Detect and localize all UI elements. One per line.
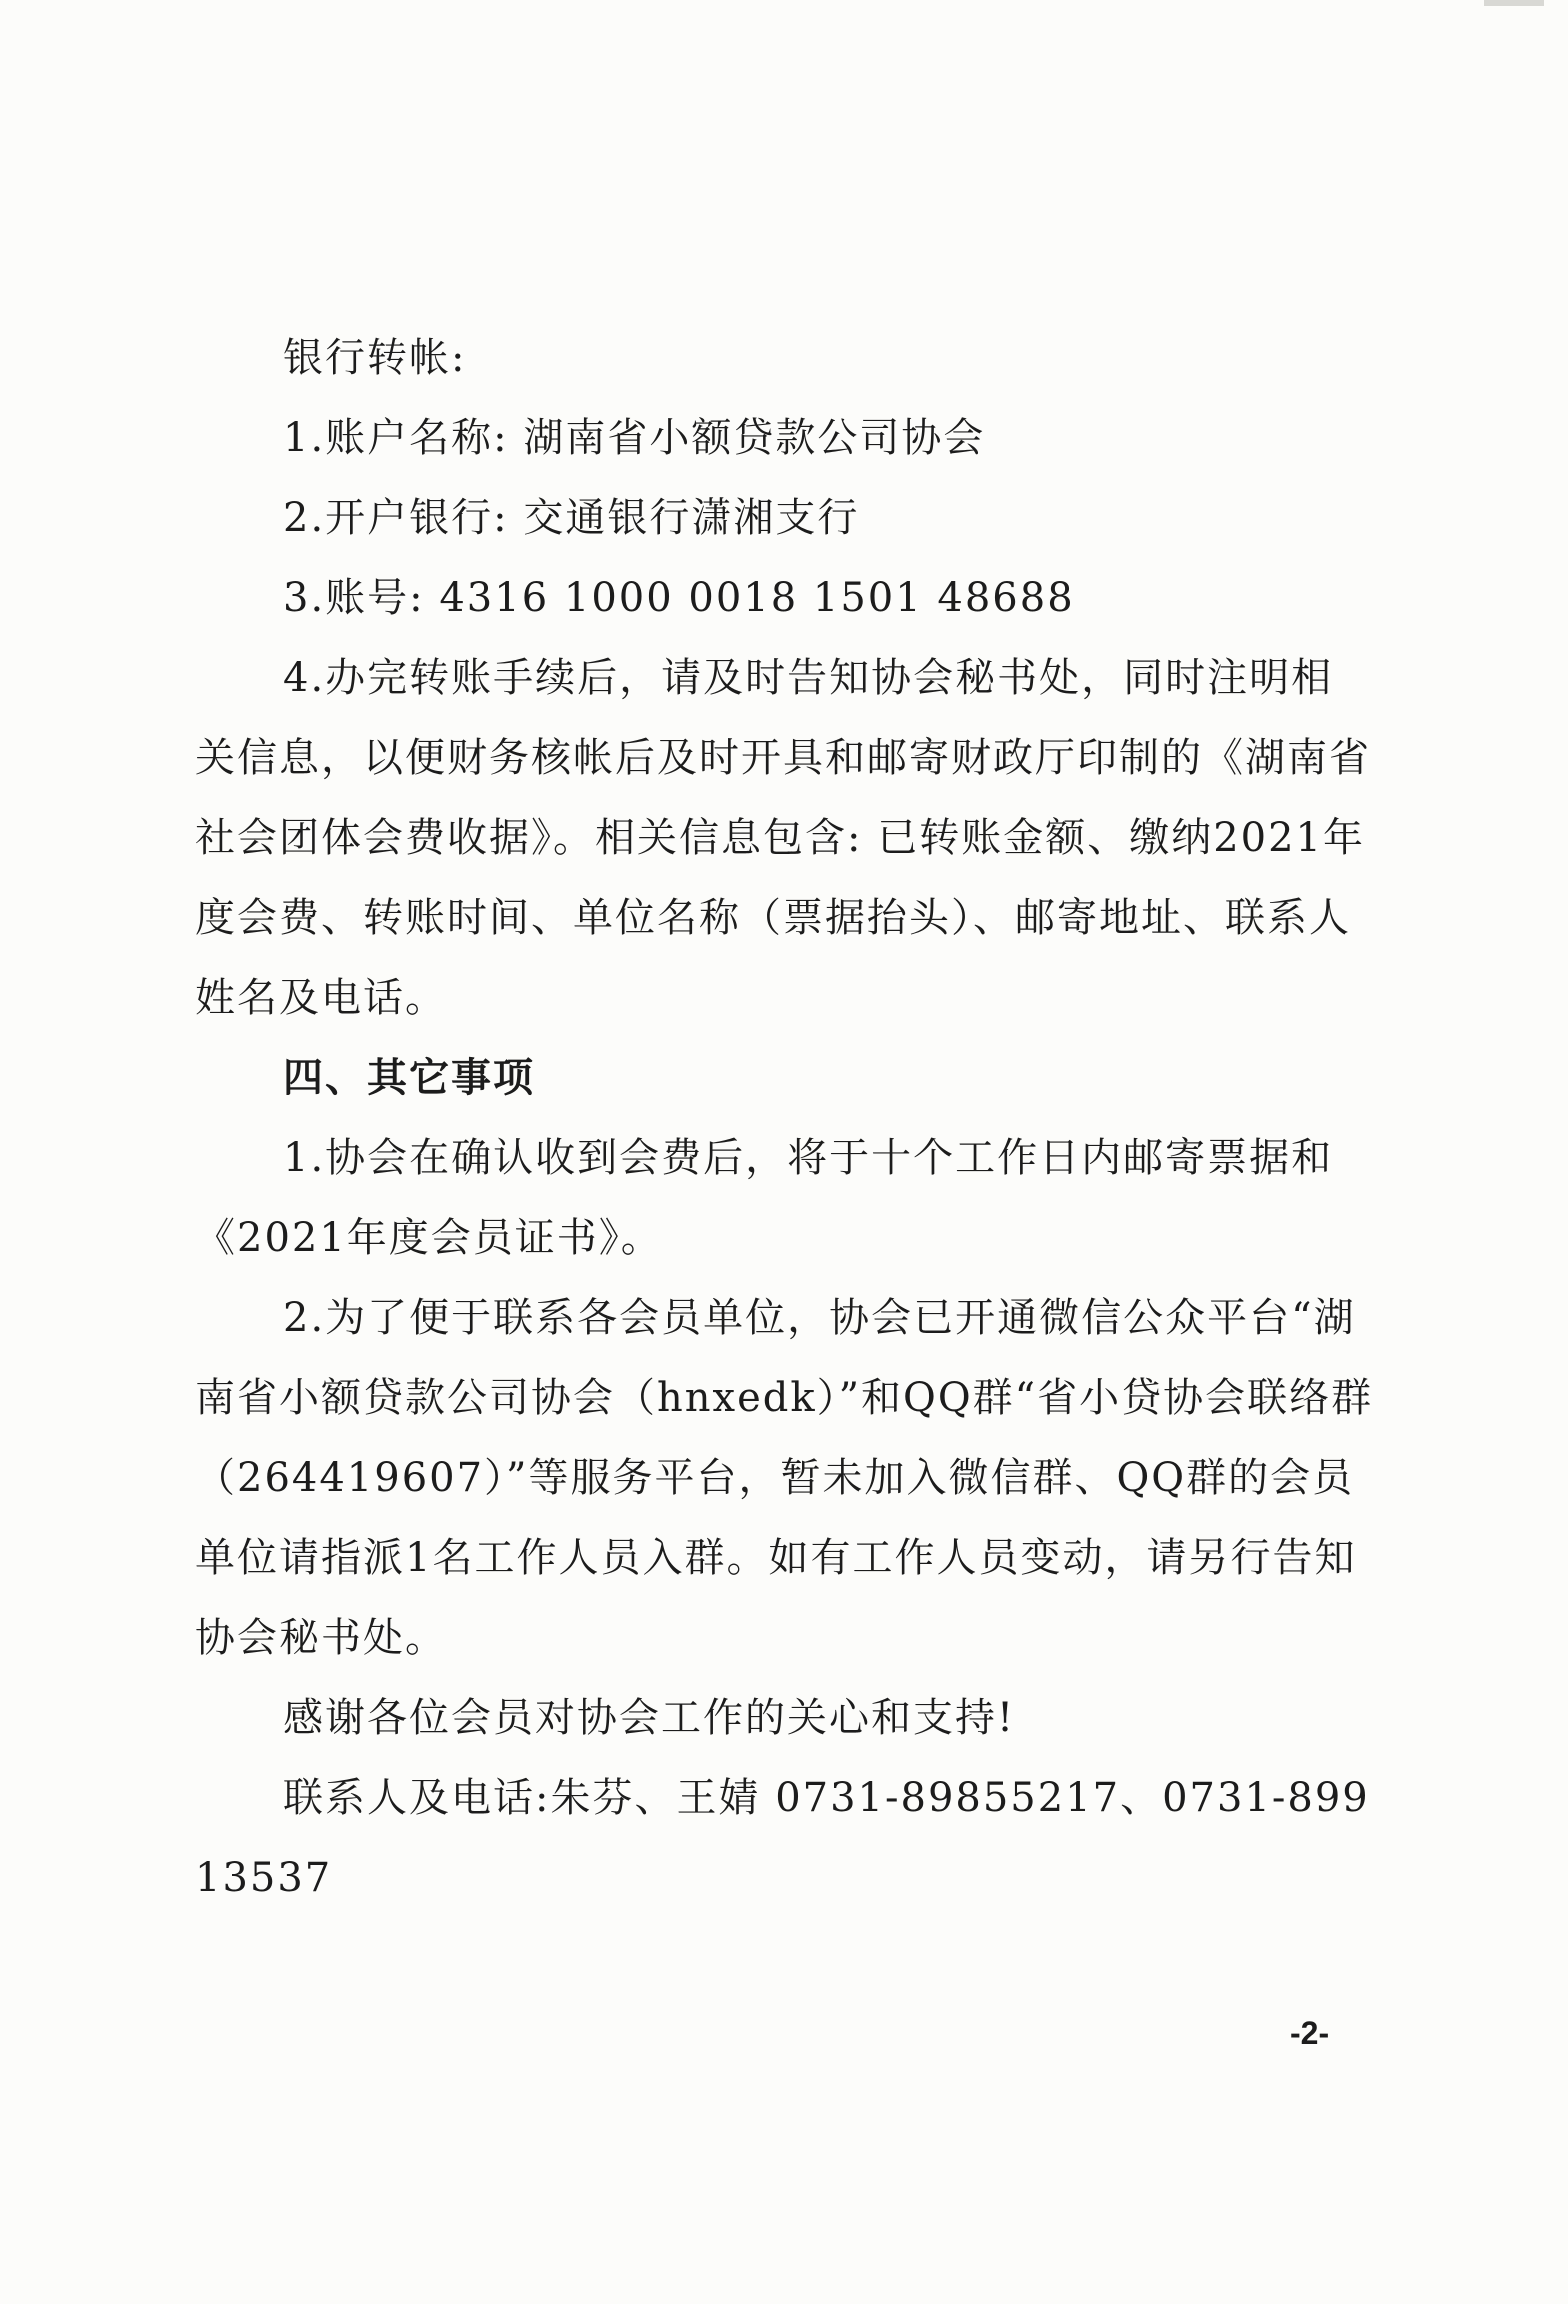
section-four-heading: 四、其它事项 <box>283 1055 535 1101</box>
account-number-line: 3.账号: 4316 1000 0018 1501 48688 <box>283 575 1075 621</box>
item-two-paragraph: 2.为了便于联系各会员单位，协会已开通微信公众平台“湖南省小额贷款公司协会（hnxedk）”和QQ群“省小贷协会联络群（264419607）”等服务平台，暂未加入微信群、QQ群的会员单位请指派1名工作人员入群。如有工作人员变动，请另行告知协会秘书处。 <box>195 1295 1374 1661</box>
thanks-line: 感谢各位会员对协会工作的关心和支持! <box>283 1695 1016 1741</box>
page-number: -2- <box>1290 2015 1330 2051</box>
item-one-paragraph: 1.协会在确认收到会费后，将于十个工作日内邮寄票据和《2021年度会员证书》。 <box>195 1135 1334 1261</box>
contact-line: 联系人及电话:朱芬、王婧 0731-89855217、0731-89913537 <box>195 1775 1370 1901</box>
document-body <box>195 318 1375 1918</box>
transfer-notice-paragraph: 4.办完转账手续后，请及时告知协会秘书处，同时注明相关信息，以便财务核帐后及时开具和邮寄财政厅印制的《湖南省社会团体会费收据》。相关信息包含: 已转账金额、缴纳2021年度会费、转账时间、单位名称（票据抬头）、邮寄地址、联系人姓名及电话。 <box>195 655 1371 1021</box>
account-name-line: 1.账户名称: 湖南省小额贷款公司协会 <box>283 415 986 461</box>
scan-edge-mark <box>1484 0 1544 6</box>
opening-bank-line: 2.开户银行: 交通银行潇湘支行 <box>283 495 860 541</box>
bank-transfer-heading: 银行转帐: <box>283 335 467 381</box>
